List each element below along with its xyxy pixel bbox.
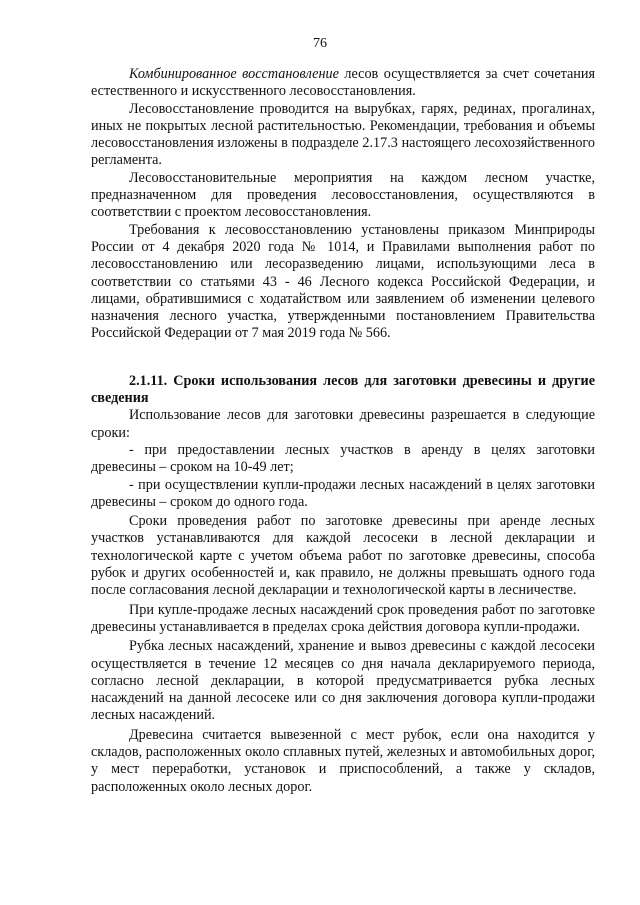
paragraph-removed-wood: Древесина считается вывезенной с мест рубок, если она находится у складов, расположенных около сплавных путей, железных и автомобильных дорог, у мест переработки, установок и приспособлений, а также у складов, расположенных около лесных дорог. [91, 726, 595, 795]
paragraph-text: лесов осуществляется за счет сочетания естественного и искусственного лесовосстановления. [91, 66, 595, 100]
paragraph-reforestation-measures: Лесовосстановительные мероприятия на каждом лесном участке, предназначенном для проведения лесовосстановления, осуществляются в соответствии с проектом лесовосстановления. [91, 169, 595, 221]
paragraph-combined-restoration [91, 66, 595, 101]
section-heading: 2.1.11. Сроки использования лесов для заготовки древесины и другие сведения [91, 372, 595, 407]
paragraph-requirements: Требования к лесовосстановлению установлены приказом Минприроды России от 4 декабря 2020 года № 1014, и Правилами выполнения работ по лесовосстановлению или лесоразведению лицами, использующими леса в соответствии со статьями 43 - 46 Лесного кодекса Российской Федерации, и лицами, обратившимися с ходатайством или заявлением об изменении целевого назначения лесного участка, утвержденными постановлением Правительства Российской Федерации от 7 мая 2019 года № 566. [91, 221, 595, 342]
paragraph-lease-work-terms: Сроки проведения работ по заготовке древесины при аренде лесных участков устанавливаются для каждой лесосеки в лесной декларации и технологической карте с учетом объема работ по заготовке древесины, способа рубок и других особенностей и, как правило, не должны превышать одного года после согласования лесной декларации и технологической карты в лесничестве. [91, 513, 595, 599]
page-number: 76 [313, 36, 327, 51]
italic-term: Комбинированное восстановление [129, 66, 339, 82]
list-item-lease: - при предоставлении лесных участков в аренду в целях заготовки древесины – сроком на 10-49 лет; [91, 441, 595, 476]
list-item-purchase: - при осуществлении купли-продажи лесных насаждений в целях заготовки древесины – сроком до одного года. [91, 476, 595, 510]
paragraph-felling-removal: Рубка лесных насаждений, хранение и вывоз древесины с каждой лесосеки осуществляется в течение 12 месяцев со дня начала декларируемого периода, согласно лесной декларации, в которой предусматривается рубка лесных насаждений на данной лесосеке или со дня заключения договора купли-продажи лесных насаждений. [91, 638, 595, 724]
paragraph-purchase-work-terms: При купле-продаже лесных насаждений срок проведения работ по заготовке древесины устанавливается в пределах срока действия договора купли-продажи. [91, 601, 595, 635]
paragraph-reforestation-sites: Лесовосстановление проводится на вырубках, гарях, рединах, прогалинах, иных не покрытых лесной растительностью. Рекомендации, требования и объемы лесовосстановления изложены в подразделе 2.17.3 настоящего лесохозяйственного регламента. [91, 100, 595, 169]
paragraph-terms-intro: Использование лесов для заготовки древесины разрешается в следующие сроки: [91, 407, 595, 441]
document-body [91, 66, 595, 796]
